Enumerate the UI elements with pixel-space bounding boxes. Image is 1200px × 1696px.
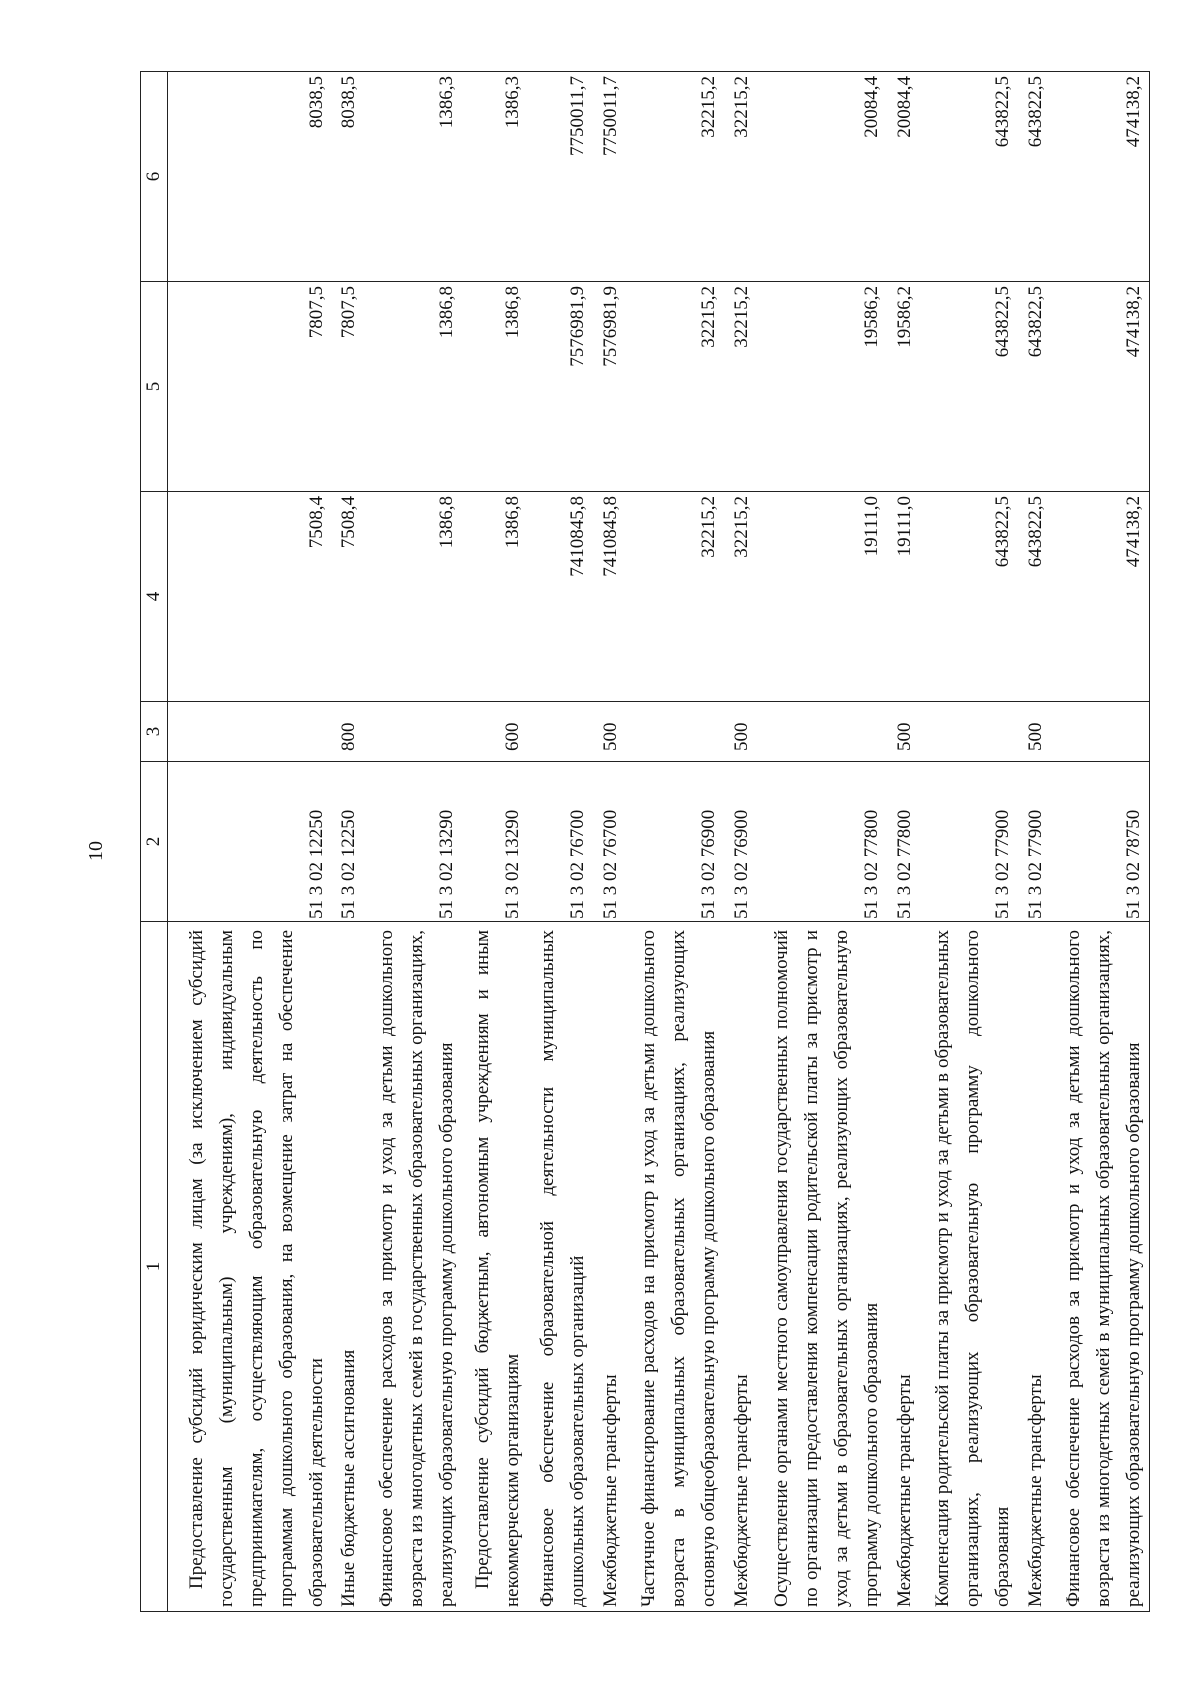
row-vr: 800 — [332, 702, 365, 762]
row-value-6: 7750011,7 — [593, 72, 626, 282]
row-value-6: 643822,5 — [1018, 72, 1051, 282]
row-vr — [757, 702, 888, 762]
row-value-4: 32215,2 — [626, 492, 724, 702]
column-header-3: 3 — [141, 702, 168, 762]
row-name: Межбюджетные трансферты — [1018, 922, 1051, 1612]
row-name: Предоставление субсидий бюджетным, автономным учреждениям и иным некоммерческим организациям — [462, 922, 527, 1612]
row-vr: 500 — [724, 702, 757, 762]
row-vr — [364, 702, 462, 762]
table-body — [168, 72, 1150, 1612]
table-row — [724, 72, 757, 1612]
row-value-5: 32215,2 — [724, 282, 757, 492]
row-name: Финансовое обеспечение расходов за присмотр и уход за детьми дошкольного возраста из многодетных семей в государственных образовательных организациях, реализующих образовательную программу дошкольного образования — [364, 922, 462, 1612]
table-row — [364, 72, 462, 1612]
row-value-4: 7410845,8 — [528, 492, 593, 702]
row-name: Иные бюджетные ассигнования — [332, 922, 365, 1612]
row-vr — [168, 702, 332, 762]
row-value-4: 19111,0 — [757, 492, 888, 702]
row-value-6: 8038,5 — [332, 72, 365, 282]
table-row — [332, 72, 365, 1612]
row-vr: 500 — [593, 702, 626, 762]
row-value-4: 32215,2 — [724, 492, 757, 702]
row-code: 51 3 02 12250 — [332, 762, 365, 922]
row-code: 51 3 02 76700 — [528, 762, 593, 922]
column-header-6: 6 — [141, 72, 168, 282]
row-value-4: 1386,8 — [462, 492, 527, 702]
row-value-4: 1386,8 — [364, 492, 462, 702]
table-row — [593, 72, 626, 1612]
table-row — [168, 72, 332, 1612]
table-row — [462, 72, 527, 1612]
row-value-5: 643822,5 — [1018, 282, 1051, 492]
row-code: 51 3 02 13290 — [462, 762, 527, 922]
row-code: 51 3 02 76700 — [593, 762, 626, 922]
row-value-6: 20084,4 — [887, 72, 920, 282]
row-value-4: 7410845,8 — [593, 492, 626, 702]
row-name: Межбюджетные трансферты — [593, 922, 626, 1612]
row-value-6: 1386,3 — [364, 72, 462, 282]
table-row — [528, 72, 593, 1612]
row-code: 51 3 02 12250 — [168, 762, 332, 922]
column-header-1: 1 — [141, 922, 168, 1612]
row-value-4: 474138,2 — [1051, 492, 1150, 702]
row-value-6: 1386,3 — [462, 72, 527, 282]
table-row — [887, 72, 920, 1612]
table-row — [1018, 72, 1051, 1612]
row-value-5: 1386,8 — [462, 282, 527, 492]
row-value-5: 7576981,9 — [528, 282, 593, 492]
row-name: Финансовое обеспечение расходов за присмотр и уход за детьми дошкольного возраста из многодетных семей в муниципальных образовательных организациях, реализующих образовательную программу дошкольного образования — [1051, 922, 1150, 1612]
row-value-6: 32215,2 — [626, 72, 724, 282]
row-code: 51 3 02 76900 — [626, 762, 724, 922]
row-value-6: 7750011,7 — [528, 72, 593, 282]
row-vr — [528, 702, 593, 762]
column-header-4: 4 — [141, 492, 168, 702]
column-header-2: 2 — [141, 762, 168, 922]
row-value-6: 474138,2 — [1051, 72, 1150, 282]
table-row — [920, 72, 1018, 1612]
row-vr: 500 — [1018, 702, 1051, 762]
row-value-5: 1386,8 — [364, 282, 462, 492]
table-row — [1051, 72, 1150, 1612]
row-value-5: 643822,5 — [920, 282, 1018, 492]
row-name: Межбюджетные трансферты — [724, 922, 757, 1612]
row-vr — [1051, 702, 1150, 762]
row-name: Частичное финансирование расходов на присмотр и уход за детьми дошкольного возраста в муниципальных образовательных организациях, реализующих основную общеобразовательную программу дошкольного образования — [626, 922, 724, 1612]
row-value-4: 7508,4 — [168, 492, 332, 702]
row-vr — [626, 702, 724, 762]
row-value-5: 19586,2 — [757, 282, 888, 492]
row-vr: 600 — [462, 702, 527, 762]
row-value-5: 7807,5 — [332, 282, 365, 492]
row-name: Предоставление субсидий юридическим лицам (за исключением субсидий государственным (муниципальным) учреждениям), индивидуальным предпринимателям, осуществляющим образовательную деятельность по программам дошкольного образования, на возмещение затрат на обеспечение образовательной деятельности — [168, 922, 332, 1612]
row-value-4: 7508,4 — [332, 492, 365, 702]
row-code: 51 3 02 77800 — [757, 762, 888, 922]
row-code: 51 3 02 77800 — [887, 762, 920, 922]
rotated-table-container — [140, 72, 1150, 1612]
row-name: Межбюджетные трансферты — [887, 922, 920, 1612]
row-value-5: 7576981,9 — [593, 282, 626, 492]
row-value-4: 643822,5 — [920, 492, 1018, 702]
row-code: 51 3 02 78750 — [1051, 762, 1150, 922]
row-value-5: 7807,5 — [168, 282, 332, 492]
row-value-5: 32215,2 — [626, 282, 724, 492]
column-header-5: 5 — [141, 282, 168, 492]
row-value-6: 20084,4 — [757, 72, 888, 282]
row-value-5: 474138,2 — [1051, 282, 1150, 492]
row-vr: 500 — [887, 702, 920, 762]
row-code: 51 3 02 13290 — [364, 762, 462, 922]
row-code: 51 3 02 77900 — [1018, 762, 1051, 922]
row-code: 51 3 02 77900 — [920, 762, 1018, 922]
row-value-4: 19111,0 — [887, 492, 920, 702]
budget-table — [140, 71, 1150, 1612]
row-name: Осуществление органами местного самоуправления государственных полномочий по организации предоставления компенсации родительской платы за присмотр и уход за детьми в образовательных организациях, реализующих образовательную программу дошкольного образования — [757, 922, 888, 1612]
row-name: Финансовое обеспечение образовательной деятельности муниципальных дошкольных образовательных организаций — [528, 922, 593, 1612]
table-row — [757, 72, 888, 1612]
row-code: 51 3 02 76900 — [724, 762, 757, 922]
row-value-4: 643822,5 — [1018, 492, 1051, 702]
header-row — [141, 72, 168, 1612]
row-value-6: 8038,5 — [168, 72, 332, 282]
row-value-6: 643822,5 — [920, 72, 1018, 282]
table-header — [141, 72, 168, 1612]
row-value-6: 32215,2 — [724, 72, 757, 282]
page-number: 10 — [85, 841, 107, 861]
row-vr — [920, 702, 1018, 762]
row-value-5: 19586,2 — [887, 282, 920, 492]
table-row — [626, 72, 724, 1612]
row-name: Компенсация родительской платы за присмотр и уход за детьми в образовательных организациях, реализующих образовательную программу дошкольного образования — [920, 922, 1018, 1612]
